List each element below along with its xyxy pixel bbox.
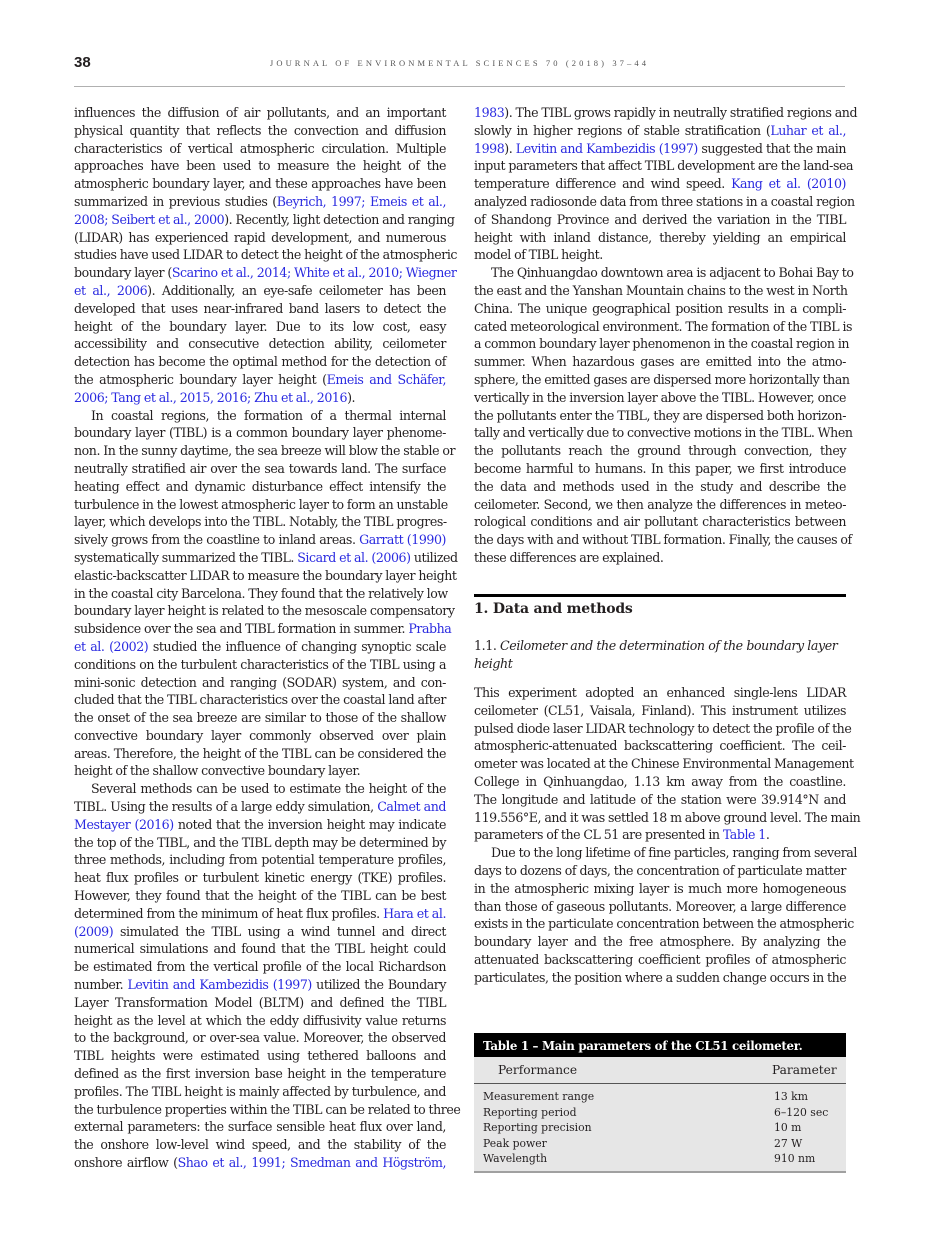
line-text: model of TIBL height. [474,247,603,263]
text-line [474,755,854,773]
cell-performance: Measurement range [483,1090,595,1103]
text-line [74,246,457,264]
line-text: attenuated backscattering coefficient profiles of atmospheric [474,951,846,967]
text-line [474,335,850,353]
text-line [74,1136,446,1154]
text-line [74,638,446,656]
line-text: conditions on the turbulent characteristics of the TIBL using a [74,656,446,672]
cell-performance: Reporting precision [483,1121,592,1134]
line-text: a common boundary layer phenomenon in the coastal region in [474,336,850,352]
text-line [74,478,446,496]
text-line [474,496,846,514]
citation-link[interactable]: Hara et al. [383,905,446,921]
text-line [74,958,446,976]
line-text: external parameters: the surface sensible heat flux over land, [74,1119,446,1135]
text-line [74,620,452,638]
line-text: characteristics of vertical atmospheric circulation. Multiple [74,140,446,156]
text-line [74,1118,446,1136]
text-line [74,727,446,745]
parameters-table [474,1033,846,1173]
text-line [74,371,446,389]
citation-link[interactable]: Beyrich, 1997; Emeis et al., [276,193,446,209]
text-line [74,656,446,674]
citation-link[interactable]: Garratt (1990) [359,532,446,548]
text-line [74,335,446,353]
text-line [474,389,846,407]
line-text: ). [504,140,516,156]
text-line [74,976,446,994]
text-line [74,674,446,692]
line-text: the pollutants reach the ground through convection, they [474,443,846,459]
text-line [474,898,846,916]
line-text: China. The unique geographical position results in a compli- [474,300,846,316]
page-header [74,52,845,87]
line-text: analyzed radiosonde data from three stations in a coastal region [474,193,855,209]
table-row [474,1136,846,1152]
line-text: The Qinhuangdao downtown area is adjacent to Bohai Bay to [491,265,854,281]
section-divider [474,594,846,597]
line-text: temperature difference and wind speed. [474,176,732,192]
citation-link[interactable]: Sicard et al. (2006) [297,549,411,565]
text-line [74,424,446,442]
line-text: mini-sonic detection and ranging (SODAR) system, and con- [74,674,446,690]
text-line [74,602,455,620]
line-text: studies have used LIDAR to detect the height of the atmospheric [74,247,457,263]
text-line [474,264,854,282]
text-line [74,834,446,852]
line-text: boundary layer ( [74,265,172,281]
text-line [74,140,446,158]
table-row [474,1120,846,1136]
text-line [74,1065,446,1083]
citation-link[interactable]: Kang et al. (2010) [731,176,846,192]
line-text: However, they found that the height of the TIBL can be best [74,888,446,904]
line-text: . [765,827,770,843]
text-line [74,264,457,282]
line-text: heat flux profiles or turbulent kinetic energy (TKE) profiles. [74,870,446,886]
cell-performance: Peak power [483,1136,547,1150]
citation-link[interactable]: Calmet and [377,799,446,815]
line-text: summarized in previous studies ( [74,193,277,209]
line-text: sphere, the emitted gases are dispersed more horizontally than [474,371,850,387]
section-heading: 1. Data and methods [474,601,633,617]
line-text: vertically in the inversion layer above the TIBL. However, once [474,389,846,405]
text-line [74,1154,446,1172]
text-line [74,1083,446,1101]
line-text: height of the boundary layer. Due to its low cost, easy [74,318,446,334]
line-text: particulates, the position where a sudden change occurs in the [474,969,847,985]
right-column-intro [474,104,858,567]
text-line [474,549,846,567]
text-line [474,684,846,702]
line-text: simulated the TIBL using a wind tunnel and direct [113,923,446,939]
citation-link[interactable]: Prabha [408,621,452,637]
line-text: noted that the inversion height may indicate [173,816,446,832]
citation-link[interactable]: Scarino et al., 2014; White et al., 2010; Wiegner [171,265,457,281]
text-line [474,140,846,158]
text-line [474,318,853,336]
line-text: physical quantity that reflects the convection and diffusion [74,122,446,138]
line-text: convective boundary layer commonly observed over plain [74,727,446,743]
left-column [74,104,461,1172]
text-line [474,282,846,300]
line-text: pulsed diode laser LIDAR technology to detect the profile of the [474,720,852,736]
text-line [74,460,446,478]
text-line [474,844,857,862]
text-line [74,923,446,941]
text-line [474,104,858,122]
line-text: utilized [410,549,458,565]
line-text: profiles. The TIBL height is mainly affected by turbulence, and [74,1083,446,1099]
text-line [74,193,446,211]
line-text: summer. When hazardous gases are emitted into the atmo- [474,354,846,370]
text-line [74,407,446,425]
line-text: height of the shallow convective boundary layer. [74,763,361,779]
text-line [74,513,446,531]
line-text: 119.556°E, and it was settled 18 m above ground level. The main [474,809,861,825]
line-text: Due to the long lifetime of fine particles, ranging from several [491,845,857,861]
text-line [474,424,853,442]
line-text: numerical simulations and found that the TIBL height could [74,941,446,957]
line-text: neutrally stratified air over the sea towards land. The surface [74,460,446,476]
line-text: rological conditions and air pollutant characteristics between [474,514,846,530]
text-line [474,353,846,371]
text-line [474,702,846,720]
text-line [74,229,446,247]
citation-link[interactable]: et al. (2002) [74,638,149,654]
text-line [474,862,846,880]
text-line [74,798,446,816]
line-text: The longitude and latitude of the station were 39.914°N and [474,791,846,807]
cell-performance: Reporting period [483,1105,577,1119]
text-line [474,791,846,809]
line-text: boundary layer height is related to the mesoscale compensatory [74,603,455,619]
line-text: ). The TIBL grows rapidly in neutrally stratified regions and [504,105,858,120]
line-text: of Shandong Province and derived the variation in the TIBL [474,211,846,227]
cell-parameter: 13 km [774,1090,808,1103]
line-text: This experiment adopted an enhanced single-lens LIDAR [474,685,846,700]
text-line [74,887,446,905]
line-text: (LIDAR) has experienced rapid development, and numerous [74,229,446,245]
text-line [474,246,846,264]
line-text: subsidence over the sea and TIBL formation in summer. [74,621,409,637]
line-text: layer, which develops into the TIBL. Notably, the TIBL progres- [74,514,447,530]
citation-link[interactable]: (2009) [74,923,114,939]
column-header-performance: Performance [498,1063,578,1077]
line-text: ceilometer (CL51, Vaisala, Finland). This instrument utilizes [474,702,846,718]
line-text: developed that uses near-infrared band lasers to detect the [74,300,446,316]
subsection-heading [474,637,846,673]
line-text: the turbulence properties within the TIBL can be related to three [74,1101,461,1117]
text-line [474,371,850,389]
line-text: ometer was located at the Chinese Environmental Management [474,756,854,772]
line-text: sively grows from the coastline to inland areas. [74,532,360,548]
line-text: systematically summarized the TIBL. [74,549,298,565]
line-text: height as the level at which the eddy diffusivity value returns [74,1012,446,1028]
line-text: determined from the minimum of heat flux profiles. [74,905,384,921]
line-text: the east and the Yanshan Mountain chains to the west in North [474,282,848,298]
line-text: the onset of the sea breeze are similar to those of the shallow [74,710,446,726]
table-caption: Table 1 – Main parameters of the CL51 ceilometer. [474,1033,846,1057]
text-line [474,407,846,425]
text-line [74,1101,461,1119]
line-text: defined as the first inversion base height in the temperature [74,1066,446,1082]
text-line [74,282,446,300]
line-text: elastic-backscatter LIDAR to measure the boundary layer height [74,567,457,583]
text-line [74,389,446,407]
table-row [474,1151,846,1167]
line-text: accessibility and consecutive detection ability, ceilometer [74,336,446,352]
text-line [474,969,846,987]
text-line [474,229,846,247]
line-text: studied the influence of changing synoptic scale [148,638,446,654]
line-text: cated meteorological environment. The formation of the TIBL is [474,318,853,334]
text-line [474,460,846,478]
text-line [474,809,861,827]
line-text: the atmospheric boundary layer height ( [74,371,327,387]
citation-link[interactable]: Luhar et al., [770,122,846,138]
line-text: TIBL. Using the results of a large eddy simulation, [74,799,378,815]
line-text: non. In the sunny daytime, the sea breeze will blow the stable or [74,443,456,459]
citation-link[interactable]: Mestayer (2016) [74,816,174,832]
citation-link[interactable]: 1983 [474,105,505,120]
text-line [74,300,446,318]
text-line [74,353,446,371]
text-line [474,826,846,844]
text-line [474,211,846,229]
text-line [74,994,446,1012]
journal-running-title: JOURNAL OF ENVIRONMENTAL SCIENCES 70 (2018) 37–44 [269,58,650,68]
line-text: three methods, including from potential temperature profiles, [74,852,446,868]
citation-link[interactable]: 2006; Tang et al., 2015, 2016; Zhu et al., 2016 [74,389,348,405]
line-text: College in Qinhuangdao, 1.13 km away from the coastline. [474,773,846,789]
line-text: height with inland distance, thereby yielding an empirical [474,229,846,245]
line-text: turbulence in the lowest atmospheric layer to form an unstable [74,496,448,512]
text-line [474,773,846,791]
line-text: the onshore low-level wind speed, and the stability of the [74,1137,446,1153]
cell-performance: Wavelength [483,1152,548,1165]
line-text: ceilometer. Second, we then analyze the differences in meteo- [474,496,846,512]
text-line [74,104,446,122]
page-number: 38 [74,54,91,71]
text-line [74,816,446,834]
text-line [74,318,446,336]
cell-parameter: 27 W [774,1136,803,1150]
table-body [474,1084,846,1173]
text-line [74,762,446,780]
text-line [74,157,446,175]
text-line [74,709,446,727]
line-text: boundary layer (TIBL) is a common boundary layer phenome- [74,425,446,441]
text-line [74,549,458,567]
text-line [74,442,456,460]
line-text: suggested that the main [697,140,846,156]
citation-link[interactable]: Levitin and Kambezidis (1997) [127,977,312,993]
line-text: number. [74,977,128,993]
text-line [74,1047,446,1065]
citation-link[interactable]: 1998 [474,140,505,156]
line-text: parameters of the CL 51 are presented in [474,827,723,843]
line-text: exists in the particulate concentration between the atmospheric [474,916,854,932]
text-line [474,478,846,496]
text-line [74,869,446,887]
text-line [74,585,446,603]
citation-link[interactable]: Levitin and Kambezidis (1997) [515,140,698,156]
line-text: the top of the TIBL, and the TIBL depth may be determined by [74,834,446,850]
line-text: influences the diffusion of air pollutants, and an important [74,105,446,120]
text-line [474,122,846,140]
text-line [474,951,846,969]
line-text: boundary layer and the free atmosphere. By analyzing the [474,934,846,950]
line-text: utilized the Boundary [311,977,446,993]
text-line [74,851,446,869]
citation-link[interactable]: Table 1 [722,827,766,843]
line-text: ). Recently, light detection and ranging [224,211,455,227]
text-line [74,211,455,229]
line-text: In coastal regions, the formation of a thermal internal [91,407,446,423]
text-line [74,531,446,549]
line-text: be estimated from the vertical profile of the local Richardson [74,959,446,975]
text-line [474,737,846,755]
line-text: ). [347,389,356,405]
line-text: the days with and without TIBL formation. Finally, the causes of [474,532,852,548]
line-text: the pollutants enter the TIBL, they are dispersed both horizon- [474,407,846,423]
citation-link[interactable]: 2008; Seibert et al., 2000 [74,211,225,227]
text-line [474,175,846,193]
line-text: slowly in higher regions of stable stratification ( [474,122,771,138]
line-text: in the atmospheric mixing layer is much more homogeneous [474,880,846,896]
subsection-number: 1.1. [474,638,497,653]
text-line [74,567,457,585]
line-text: days to dozens of days, the concentration of particulate matter [474,862,846,878]
line-text: atmospheric boundary layer, and these approaches have been [74,176,446,192]
cell-parameter: 6–120 sec [774,1105,829,1119]
line-text: the data and methods used in the study and describe the [474,478,846,494]
text-line [74,780,446,798]
text-line [74,175,446,193]
text-line [74,1012,446,1030]
text-line [474,193,855,211]
table-row [474,1089,846,1105]
cell-parameter: 10 m [774,1121,802,1134]
line-text: in the coastal city Barcelona. They found that the relatively low [74,585,448,601]
line-text: cluded that the TIBL characteristics over the coastal land after [74,692,446,708]
citation-link[interactable]: Emeis and Schäfer, [326,371,447,387]
text-line [474,157,854,175]
text-line [474,442,846,460]
line-text: to the background, or over-sea value. Moreover, the observed [74,1030,446,1046]
text-line [74,1029,446,1047]
line-text: detection has become the optimal method for the detection of [74,354,446,370]
line-text: atmospheric-attenuated backscattering coefficient. The ceil- [474,738,846,754]
line-text: these differences are explained. [474,549,664,565]
table-header-row [474,1057,846,1084]
subsection-title: Ceilometer and the determination of the boundary layer height [474,638,838,671]
text-line [474,531,852,549]
citation-link[interactable]: et al., 2006 [74,282,148,298]
text-line [474,300,846,318]
citation-link[interactable]: Shao et al., 1991; Smedman and Högström, [177,1155,446,1171]
text-line [474,880,846,898]
line-text: areas. Therefore, the height of the TIBL can be considered the [74,745,446,761]
column-header-parameter: Parameter [772,1063,837,1077]
text-line [474,513,846,531]
line-text: input parameters that affect TIBL development are the land-sea [474,158,854,174]
right-column-body [474,684,861,987]
table-row [474,1105,846,1121]
cell-parameter: 910 nm [774,1152,816,1165]
line-text: approaches have been used to measure the height of the [74,158,446,174]
line-text: Several methods can be used to estimate the height of the [91,781,446,797]
line-text: onshore airflow ( [74,1155,178,1171]
text-line [74,905,446,923]
text-line [74,496,446,514]
line-text: become harmful to humans. In this paper, we first introduce [474,460,846,476]
line-text: heating effect and dynamic disturbance effect intensify the [74,478,446,494]
text-line [74,122,446,140]
line-text: Layer Transformation Model (BLTM) and defined the TIBL [74,994,446,1010]
text-line [474,915,854,933]
text-line [474,720,852,738]
text-line [74,745,446,763]
line-text: TIBL heights were estimated using tethered balloons and [74,1048,446,1064]
text-line [74,940,446,958]
text-line [74,691,446,709]
line-text: ). Additionally, an eye-safe ceilometer has been [147,282,446,298]
line-text: than those of gaseous pollutants. Moreover, a large difference [474,898,846,914]
line-text: tally and vertically due to convective motions in the TIBL. When [474,425,853,441]
text-line [474,933,846,951]
